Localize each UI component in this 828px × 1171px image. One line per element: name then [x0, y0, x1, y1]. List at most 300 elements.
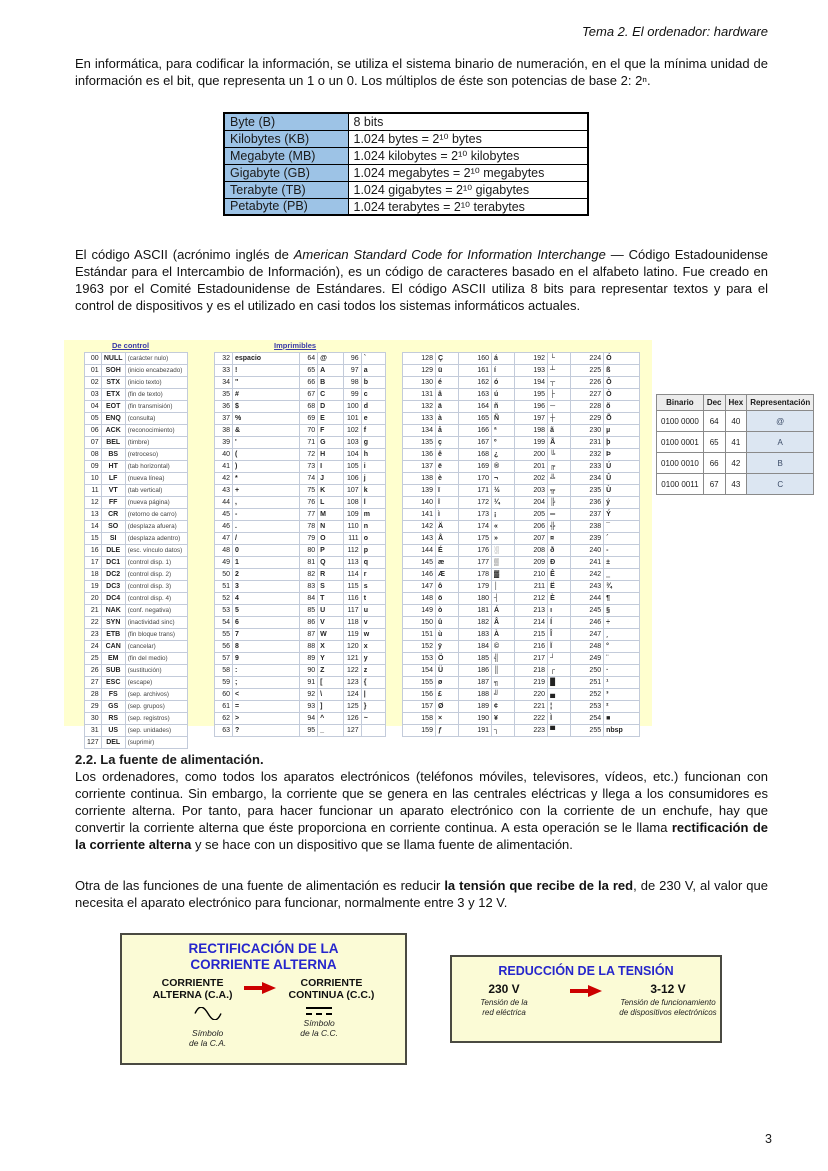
table-cell: nbsp — [604, 725, 640, 737]
table-cell: 02 — [85, 377, 102, 389]
table-row — [85, 437, 188, 449]
table-cell: (retorno de carro) — [125, 509, 187, 521]
table-cell: û — [435, 617, 458, 629]
table-cell: ÿ — [435, 641, 458, 653]
table-cell: 84 — [300, 593, 318, 605]
table-row — [224, 113, 588, 130]
table-cell: Ï — [548, 641, 571, 653]
table-cell: SOH — [101, 365, 125, 377]
table-cell: 167 — [459, 437, 492, 449]
table-row — [215, 461, 386, 473]
table-cell: © — [492, 641, 515, 653]
table-cell: SUB — [101, 665, 125, 677]
table-row — [657, 411, 814, 432]
table-cell: \ — [318, 689, 344, 701]
table-cell: 10 — [85, 473, 102, 485]
table-cell: 54 — [215, 617, 233, 629]
table-cell: 203 — [515, 485, 548, 497]
table-cell: , — [233, 497, 300, 509]
document-header: Tema 2. El ordenador: hardware — [582, 24, 768, 39]
table-cell: 135 — [403, 437, 436, 449]
table-cell: 33 — [215, 365, 233, 377]
table-cell: ┘ — [548, 653, 571, 665]
table-row — [215, 629, 386, 641]
table-cell: 2 — [233, 569, 300, 581]
table-cell: ñ — [492, 401, 515, 413]
table-cell: » — [492, 533, 515, 545]
table-cell: 67 — [300, 389, 318, 401]
table-cell: d — [361, 401, 385, 413]
table-cell: Ç — [435, 353, 458, 365]
table-cell: (consulta) — [125, 413, 187, 425]
table-cell: │ — [492, 581, 515, 593]
text-segment: El código ASCII (acrónimo inglés de — [75, 247, 294, 262]
table-cell: 226 — [571, 377, 604, 389]
table-cell: 105 — [343, 461, 361, 473]
table-cell: 144 — [403, 545, 436, 557]
table-cell: 78 — [300, 521, 318, 533]
table-cell: (timbre) — [125, 437, 187, 449]
table-cell: · — [604, 665, 640, 677]
table-cell: ƒ — [435, 725, 458, 737]
table-cell: Q — [318, 557, 344, 569]
table-row — [85, 485, 188, 497]
table-cell: █ — [548, 677, 571, 689]
table-cell: 41 — [215, 461, 233, 473]
table-cell: 192 — [515, 353, 548, 365]
table-row — [215, 593, 386, 605]
table-cell: & — [233, 425, 300, 437]
table-cell: r — [361, 569, 385, 581]
table-cell: B — [318, 377, 344, 389]
table-row — [85, 401, 188, 413]
table-cell: ┐ — [492, 725, 515, 737]
table-cell: 24 — [85, 641, 102, 653]
table-cell: 136 — [403, 449, 436, 461]
table-cell: 93 — [300, 701, 318, 713]
table-cell: Byte (B) — [224, 113, 348, 130]
table-cell: Ú — [604, 461, 640, 473]
table-cell: ╚ — [548, 449, 571, 461]
table-cell: 183 — [459, 629, 492, 641]
table-cell: ) — [233, 461, 300, 473]
table-row — [85, 473, 188, 485]
table-cell: Terabyte (TB) — [224, 181, 348, 198]
table-row — [403, 713, 640, 725]
table-cell: 8 — [233, 641, 300, 653]
table-cell: 240 — [571, 545, 604, 557]
table-cell: ý — [604, 497, 640, 509]
table-cell: 209 — [515, 557, 548, 569]
table-cell: 217 — [515, 653, 548, 665]
table-cell: 07 — [85, 437, 102, 449]
table-row — [215, 581, 386, 593]
table-row — [85, 389, 188, 401]
table-cell: CAN — [101, 641, 125, 653]
table-cell: 50 — [215, 569, 233, 581]
table-row — [85, 413, 188, 425]
table-cell: 133 — [403, 413, 436, 425]
table-row — [215, 533, 386, 545]
table-cell: 88 — [300, 641, 318, 653]
table-cell: _ — [318, 725, 344, 737]
table-cell: (inicio texto) — [125, 377, 187, 389]
table-cell: z — [361, 665, 385, 677]
table-cell: 101 — [343, 413, 361, 425]
table-cell: (sep. unidades) — [125, 725, 187, 737]
table-cell: [ — [318, 677, 344, 689]
table-cell: ; — [233, 677, 300, 689]
table-cell: ë — [435, 461, 458, 473]
table-cell: 166 — [459, 425, 492, 437]
power-supply-paragraph — [75, 769, 768, 853]
voltage-reduction-figure — [450, 955, 722, 1043]
table-cell: 100 — [343, 401, 361, 413]
ascii-paragraph — [75, 247, 768, 315]
table-row — [215, 449, 386, 461]
table-cell: 162 — [459, 377, 492, 389]
table-cell: NAK — [101, 605, 125, 617]
table-cell: 251 — [571, 677, 604, 689]
table-cell: Ã — [548, 437, 571, 449]
table-cell: 170 — [459, 473, 492, 485]
table-cell — [361, 725, 385, 737]
table-cell: l — [361, 497, 385, 509]
table-cell: ä — [435, 401, 458, 413]
table-cell: 116 — [343, 593, 361, 605]
table-cell: ´ — [604, 533, 640, 545]
table-cell: (reconocimiento) — [125, 425, 187, 437]
table-cell: 103 — [343, 437, 361, 449]
table-cell: HT — [101, 461, 125, 473]
table-cell: FF — [101, 497, 125, 509]
table-cell: } — [361, 701, 385, 713]
table-cell: 38 — [215, 425, 233, 437]
table-cell: 127 — [343, 725, 361, 737]
table-row — [85, 617, 188, 629]
table-cell: 08 — [85, 449, 102, 461]
table-cell: EM — [101, 653, 125, 665]
table-cell: 140 — [403, 497, 436, 509]
table-cell: 149 — [403, 605, 436, 617]
table-cell: É — [435, 545, 458, 557]
table-cell: 1.024 megabytes = 2¹⁰ megabytes — [348, 164, 588, 181]
table-cell: ø — [435, 677, 458, 689]
table-cell: 168 — [459, 449, 492, 461]
table-cell: 154 — [403, 665, 436, 677]
table-cell: O — [318, 533, 344, 545]
table-cell: 45 — [215, 509, 233, 521]
table-cell: " — [233, 377, 300, 389]
table-cell: espacio — [233, 353, 300, 365]
table-cell: N — [318, 521, 344, 533]
table-cell: 252 — [571, 689, 604, 701]
table-cell: 234 — [571, 473, 604, 485]
table-cell: ô — [435, 581, 458, 593]
ac-sine-symbol-icon — [194, 1007, 222, 1025]
table-cell: 102 — [343, 425, 361, 437]
table-cell: LF — [101, 473, 125, 485]
table-row — [403, 509, 640, 521]
table-cell: 79 — [300, 533, 318, 545]
table-cell: (esc. vínculo datos) — [125, 545, 187, 557]
table-cell: 1.024 kilobytes = 2¹⁰ kilobytes — [348, 147, 588, 164]
table-cell: B — [747, 453, 814, 474]
table-row — [85, 425, 188, 437]
table-cell: F — [318, 425, 344, 437]
table-row — [403, 701, 640, 713]
table-cell: P — [318, 545, 344, 557]
table-cell: ┌ — [548, 665, 571, 677]
table-cell: ¨ — [604, 653, 640, 665]
table-cell: 188 — [459, 689, 492, 701]
control-column-header: De control — [112, 341, 150, 350]
table-cell: A — [318, 365, 344, 377]
table-cell: $ — [233, 401, 300, 413]
table-cell: 06 — [85, 425, 102, 437]
table-cell: 146 — [403, 569, 436, 581]
table-cell: 175 — [459, 533, 492, 545]
table-cell: Û — [604, 473, 640, 485]
table-row — [85, 593, 188, 605]
table-cell: 56 — [215, 641, 233, 653]
table-cell: Ù — [604, 485, 640, 497]
table-cell: Ò — [604, 389, 640, 401]
table-cell: (sep. grupos) — [125, 701, 187, 713]
table-cell: y — [361, 653, 385, 665]
table-cell: 111 — [343, 533, 361, 545]
table-row — [215, 437, 386, 449]
table-cell: STX — [101, 377, 125, 389]
table-cell: % — [233, 413, 300, 425]
table-row — [85, 677, 188, 689]
table-cell: 238 — [571, 521, 604, 533]
table-cell: ú — [492, 389, 515, 401]
table-cell: 3 — [233, 581, 300, 593]
column-header-hex: Hex — [725, 395, 747, 411]
table-cell: ½ — [492, 485, 515, 497]
table-cell: 233 — [571, 461, 604, 473]
table-cell: ╩ — [548, 473, 571, 485]
table-row — [215, 653, 386, 665]
output-voltage-value: 3-12 V — [650, 982, 686, 996]
table-row — [403, 665, 640, 677]
table-cell: (conf. negativa) — [125, 605, 187, 617]
table-cell: á — [492, 353, 515, 365]
table-cell: ▓ — [492, 569, 515, 581]
table-cell: DC1 — [101, 557, 125, 569]
table-row — [657, 453, 814, 474]
table-cell: 94 — [300, 713, 318, 725]
column-header-dec: Dec — [703, 395, 725, 411]
table-row — [403, 581, 640, 593]
binary-example-table-body — [657, 411, 814, 495]
table-cell: 36 — [215, 401, 233, 413]
table-cell: 04 — [85, 401, 102, 413]
table-cell: 207 — [515, 533, 548, 545]
table-cell: 99 — [343, 389, 361, 401]
table-cell: = — [233, 701, 300, 713]
table-cell: 82 — [300, 569, 318, 581]
table-cell: 236 — [571, 497, 604, 509]
table-cell: 37 — [215, 413, 233, 425]
table-row — [215, 485, 386, 497]
table-cell: (fin transmisión) — [125, 401, 187, 413]
table-row — [85, 545, 188, 557]
table-cell: 160 — [459, 353, 492, 365]
table-cell: US — [101, 725, 125, 737]
table-row — [224, 198, 588, 215]
table-cell: + — [233, 485, 300, 497]
table-cell: 237 — [571, 509, 604, 521]
table-cell: 96 — [343, 353, 361, 365]
table-cell: 249 — [571, 653, 604, 665]
table-cell: 180 — [459, 593, 492, 605]
table-cell: ¦ — [548, 701, 571, 713]
table-cell: ┤ — [492, 593, 515, 605]
table-cell: þ — [604, 437, 640, 449]
table-cell: 198 — [515, 425, 548, 437]
table-cell: 19 — [85, 581, 102, 593]
table-cell: 12 — [85, 497, 102, 509]
table-cell: 181 — [459, 605, 492, 617]
table-row — [85, 605, 188, 617]
table-cell: Å — [435, 533, 458, 545]
table-row — [403, 533, 640, 545]
table-cell: (tab vertical) — [125, 485, 187, 497]
table-cell: 189 — [459, 701, 492, 713]
table-cell: 77 — [300, 509, 318, 521]
table-cell: SO — [101, 521, 125, 533]
table-cell: 231 — [571, 437, 604, 449]
table-cell: 51 — [215, 581, 233, 593]
table-cell: Ô — [604, 377, 640, 389]
table-cell: G — [318, 437, 344, 449]
table-cell: E — [318, 413, 344, 425]
table-cell: ║ — [492, 665, 515, 677]
table-cell: ³ — [604, 689, 640, 701]
table-cell: 218 — [515, 665, 548, 677]
table-cell: ■ — [604, 713, 640, 725]
output-voltage-column — [616, 982, 720, 1017]
table-cell: 110 — [343, 521, 361, 533]
table-cell: V — [318, 617, 344, 629]
table-cell: ù — [435, 629, 458, 641]
text-segment: Otra de las funciones de una fuente de alimentación es reducir — [75, 878, 445, 893]
table-cell: ▄ — [548, 689, 571, 701]
dc-symbol-icon — [306, 1007, 332, 1015]
table-row — [215, 725, 386, 737]
table-cell: - — [604, 545, 640, 557]
table-cell: 81 — [300, 557, 318, 569]
text-segment: rectificación de la corriente alterna — [75, 819, 768, 852]
table-cell: # — [233, 389, 300, 401]
table-cell: ┴ — [548, 365, 571, 377]
table-row — [85, 461, 188, 473]
rectification-figure-title — [122, 941, 405, 972]
table-row — [85, 521, 188, 533]
table-cell: 148 — [403, 593, 436, 605]
table-cell: è — [435, 473, 458, 485]
table-cell: 89 — [300, 653, 318, 665]
table-cell: 0100 0000 — [657, 411, 704, 432]
table-cell: T — [318, 593, 344, 605]
table-cell: 91 — [300, 677, 318, 689]
table-cell: 119 — [343, 629, 361, 641]
table-cell: ╔ — [548, 461, 571, 473]
current-conversion-row — [122, 977, 405, 1001]
table-cell: (nueva página) — [125, 497, 187, 509]
text-segment: Los ordenadores, como todos los aparatos electrónicos (teléfonos móviles, televisores, vídeos, etc.) funcionan con corriente continua. Sin embargo, la corriente que se genera en las centrales eléctricas y llega a los consumidores es corriente alterna. Por tanto, para hacer funcionar un aparato electrónico con la corriente de un enchufe, hay que convertir la corriente alterna que éste proporciona en corriente continua. A esta operación se le llama — [75, 769, 768, 835]
table-cell: (fin de texto) — [125, 389, 187, 401]
table-cell: 224 — [571, 353, 604, 365]
table-cell: Ñ — [492, 413, 515, 425]
table-cell: (carácter nulo) — [125, 353, 187, 365]
table-cell: 239 — [571, 533, 604, 545]
table-cell: (control disp. 2) — [125, 569, 187, 581]
table-cell: Z — [318, 665, 344, 677]
table-cell: FS — [101, 689, 125, 701]
table-row — [215, 365, 386, 377]
table-row — [215, 425, 386, 437]
table-cell: ▒ — [492, 557, 515, 569]
table-cell: (retroceso) — [125, 449, 187, 461]
table-cell: 11 — [85, 485, 102, 497]
table-cell: 66 — [300, 377, 318, 389]
table-cell: ACK — [101, 425, 125, 437]
table-cell: 0100 0010 — [657, 453, 704, 474]
table-cell: K — [318, 485, 344, 497]
table-row — [403, 437, 640, 449]
ascii-extended-table-body — [403, 353, 640, 737]
table-cell: â — [435, 389, 458, 401]
table-cell: 130 — [403, 377, 436, 389]
table-cell: 115 — [343, 581, 361, 593]
table-cell: Î — [548, 629, 571, 641]
table-row — [403, 593, 640, 605]
table-cell: 98 — [343, 377, 361, 389]
table-cell: DC3 — [101, 581, 125, 593]
table-cell: 39 — [215, 437, 233, 449]
symbols-row — [122, 1007, 405, 1048]
table-row — [85, 653, 188, 665]
table-cell: 187 — [459, 677, 492, 689]
table-cell: (desplaza adentro) — [125, 533, 187, 545]
table-cell: 117 — [343, 605, 361, 617]
table-cell: 137 — [403, 461, 436, 473]
table-cell: 211 — [515, 581, 548, 593]
table-cell: ® — [492, 461, 515, 473]
table-row — [85, 353, 188, 365]
table-cell: ¾ — [604, 581, 640, 593]
table-cell: (fin del medio) — [125, 653, 187, 665]
table-row — [215, 509, 386, 521]
table-row — [85, 449, 188, 461]
table-cell: ì — [435, 509, 458, 521]
table-cell: 186 — [459, 665, 492, 677]
table-cell: (sep. registros) — [125, 713, 187, 725]
table-row — [85, 569, 188, 581]
table-cell: 138 — [403, 473, 436, 485]
table-cell: ╝ — [492, 689, 515, 701]
printable-column-header: Imprimibles — [274, 341, 317, 350]
ac-label-line2: ALTERNA (C.A.) — [152, 989, 233, 1002]
table-cell: 245 — [571, 605, 604, 617]
table-cell: Â — [492, 617, 515, 629]
table-row — [403, 389, 640, 401]
table-row — [403, 629, 640, 641]
table-row — [224, 130, 588, 147]
